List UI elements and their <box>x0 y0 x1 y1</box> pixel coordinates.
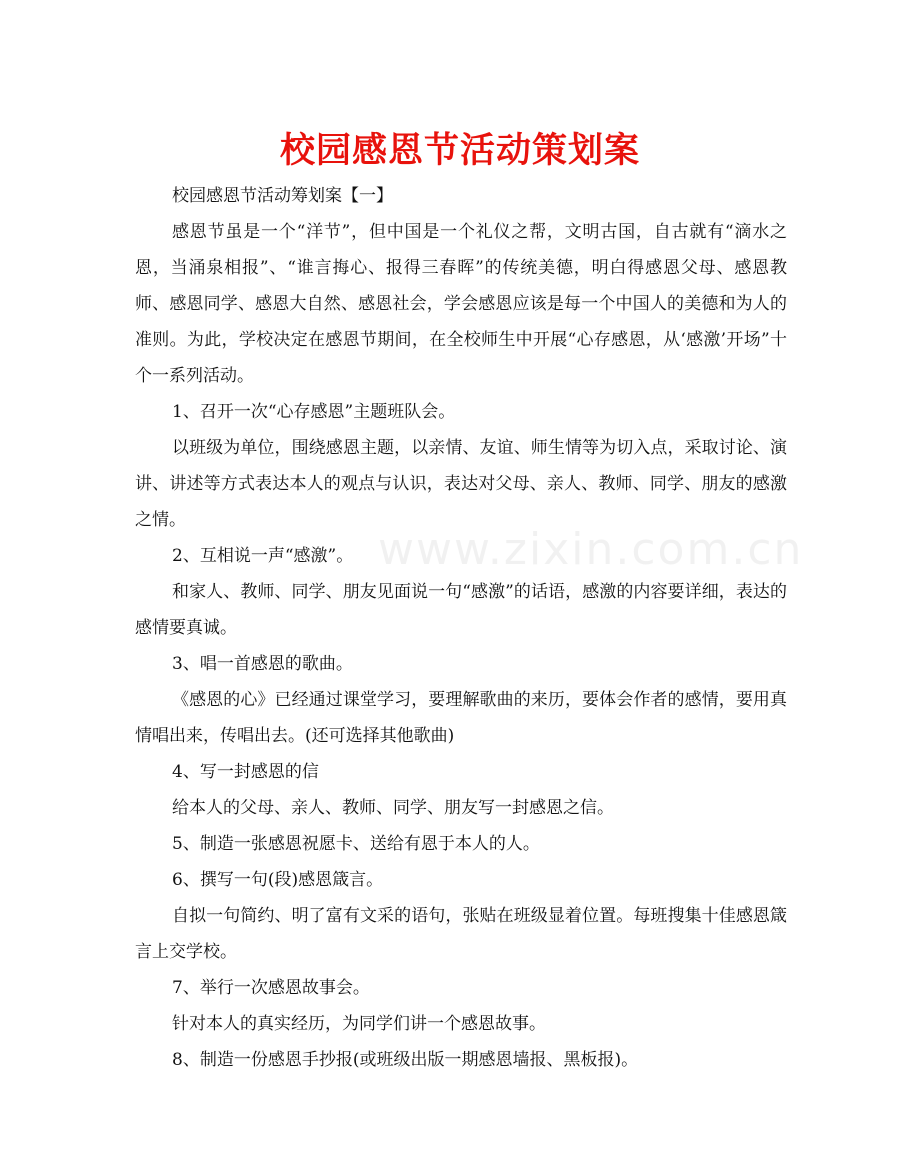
paragraph-item-7-detail: 针对本人的真实经历，为同学们讲一个感恩故事。 <box>172 1014 546 1034</box>
paragraph-item-2: 2、互相说一声“感激”。 <box>172 546 354 566</box>
paragraph-item-2-detail: 和家人、教师、同学、朋友见面说一句“感激”的话语，感激的内容要详细，表达的感情要真诚。 <box>135 582 787 638</box>
paragraph-item-6-detail: 自拟一句简约、明了富有文采的语句，张贴在班级显着位置。每班搜集十佳感恩箴言上交学校。 <box>135 906 787 962</box>
paragraph-item-4-detail: 给本人的父母、亲人、教师、同学、朋友写一封感恩之信。 <box>172 798 614 818</box>
paragraph-item-6: 6、撰写一句(段)感恩箴言。 <box>172 870 384 890</box>
paragraph-item-8: 8、制造一份感恩手抄报(或班级出版一期感恩墙报、黑板报)。 <box>172 1050 639 1070</box>
watermark: www.zixin.com.cn <box>378 524 804 575</box>
paragraph-item-7: 7、举行一次感恩故事会。 <box>172 978 370 998</box>
paragraph-item-1-detail: 以班级为单位，围绕感恩主题，以亲情、友谊、师生情等为切入点，采取讨论、演讲、讲述等方式表达本人的观点与认识，表达对父母、亲人、教师、同学、朋友的感激之情。 <box>135 438 787 530</box>
document-title: 校园感恩节活动策划案 <box>279 131 640 171</box>
paragraph-item-1: 1、召开一次“心存感恩”主题班队会。 <box>172 402 456 422</box>
paragraph-item-4: 4、写一封感恩的信 <box>172 762 319 782</box>
paragraph-heading: 校园感恩节活动筹划案【一】 <box>172 186 393 206</box>
document-body <box>135 178 787 1078</box>
paragraph-item-5: 5、制造一张感恩祝愿卡、送给有恩于本人的人。 <box>172 834 540 854</box>
paragraph-item-3: 3、唱一首感恩的歌曲。 <box>172 654 353 674</box>
paragraph-intro: 感恩节虽是一个“洋节”，但中国是一个礼仪之帮，文明古国，自古就有“滴水之恩，当涌泉相报”、“谁言挴心、报得三春晖”的传统美德，明白得感恩父母、感恩教师、感恩同学、感恩大自然、感恩社会，学会感恩应该是每一个中国人的美德和为人的准则。为此，学校决定在感恩节期间，在全校师生中开展“心存感恩，从‘感激’开场”十个一系列活动。 <box>135 222 787 386</box>
paragraph-item-3-detail: 《感恩的心》已经通过课堂学习，要理解歌曲的来历，要体会作者的感情，要用真情唱出来，传唱出去。(还可选择其他歌曲) <box>135 690 787 746</box>
